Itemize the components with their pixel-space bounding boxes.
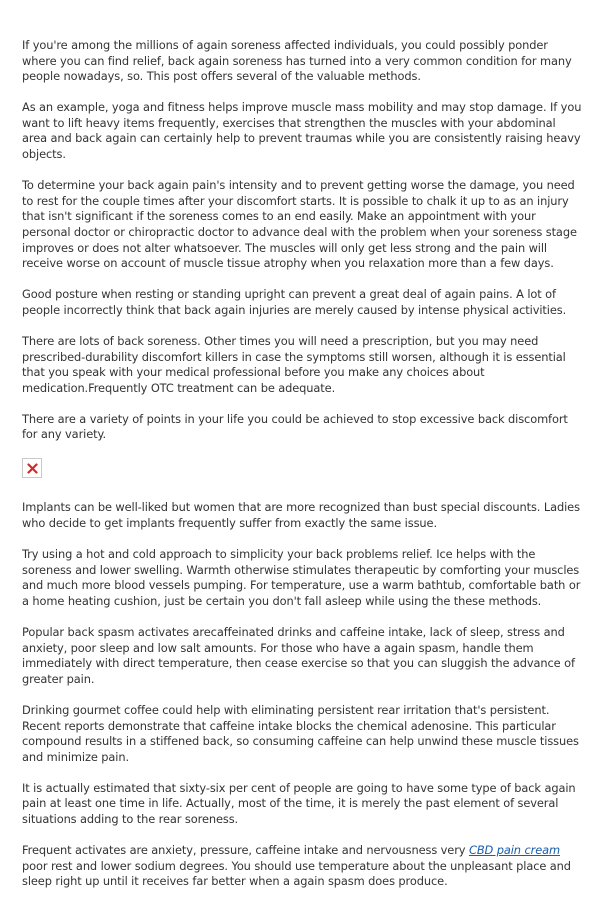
paragraph-1: If you're among the millions of again soreness affected individuals, you could possibly ponder where you can find relief, back again soreness has turned into a very common condition for many people nowadays, so. This post offers several of the valuable methods. <box>22 38 572 84</box>
paragraph-4: Good posture when resting or standing upright can prevent a great deal of again pains. A lot of people incorrectly think that back again injuries are merely caused by intense physical activities. <box>22 287 567 317</box>
article-body <box>22 38 582 905</box>
paragraph-3: To determine your back again pain's intensity and to prevent getting worse the damage, you need to rest for the couple times after your discomfort starts. It is possible to chalk it up to as an injury that isn't significant if the soreness comes to an end easily. Make an appointment with your personal doctor or chiropractic doctor to advance deal with the problem when your soreness stage improves or does not alter whatsoever. The muscles will only get less strong and the pain will receive worse on account of muscle tissue atrophy when you relaxation more than a few days. <box>22 178 577 271</box>
paragraph-10: Drinking gourmet coffee could help with eliminating persistent rear irritation that's persistent. Recent reports demonstrate that caffeine intake blocks the chemical adenosine. This particular compound results in a stiffened back, so consuming caffeine can help unwind these muscle tissues and minimize pain. <box>22 702 579 764</box>
paragraph-2: As an example, yoga and fitness helps improve muscle mass mobility and may stop damage. If you want to lift heavy items frequently, exercises that strengthen the muscles with your abdominal area and back again can certainly help to prevent traumas while you are consistently raising heavy objects. <box>22 100 582 162</box>
paragraph-7: Implants can be well-liked but women that are more recognized than bust special discounts. Ladies who decide to get implants frequently suffer from exactly the same issue. <box>22 500 580 531</box>
paragraph-9: Popular back spasm activates arecaffeinated drinks and caffeine intake, lack of sleep, stress and anxiety, poor sleep and low salt amounts. For those who have a again spasm, handle them immediately with direct temperature, then cease exercise so that you can sluggish the advance of greater pain. <box>22 625 575 686</box>
broken-image-icon <box>27 463 38 474</box>
paragraph-5: There are lots of back soreness. Other times you will need a prescription, but you may need prescribed-durability discomfort killers in case the symptoms still worsen, although it is essential that you speak with your medical professional before you make any choices about medication.Frequently OTC treatment can be adequate. <box>22 333 566 395</box>
paragraph-8: Try using a hot and cold approach to simplicity your back problems relief. Ice helps with the soreness and lower swelling. Warmth otherwise stimulates therapeutic by comforting your muscles and much more blood vessels pumping. For temperature, use a warm bathtub, comfortable bath or a home heating cushion, just be certain you don't fall asleep while using the these methods. <box>22 547 581 608</box>
paragraph-6: There are a variety of points in your life you could be achieved to stop excessive back discomfort for any variety. <box>22 411 568 442</box>
paragraph-12-after: poor rest and lower sodium degrees. You should use temperature about the unpleasant place and sleep right up until it receives far better when a again spasm does produce. <box>22 858 571 889</box>
paragraph-12-before: Frequent activates are anxiety, pressure, caffeine intake and nervousness very <box>22 843 469 858</box>
cbd-pain-cream-link[interactable]: CBD pain cream <box>468 843 560 858</box>
broken-image-placeholder <box>22 458 42 478</box>
paragraph-11: It is actually estimated that sixty-six per cent of people are going to have some type of back again pain at least one time in life. Actually, most of the time, it is merely the past element of several situations adding to the rear soreness. <box>22 780 576 826</box>
paragraph-12 <box>22 843 582 890</box>
